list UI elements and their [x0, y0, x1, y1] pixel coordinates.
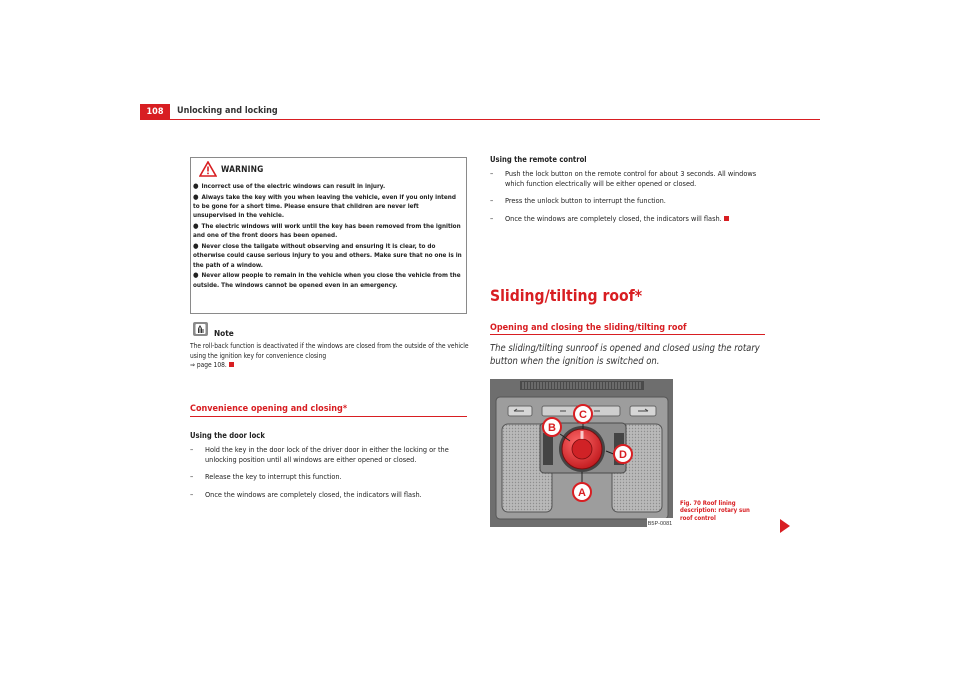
- bullet-icon: ●: [193, 222, 199, 230]
- remote-control-steps: [490, 169, 772, 231]
- warning-item: ● Never close the tailgate without observing and ensuring it is clear, to do otherwise could cause serious injury to you and others. Make sure that no one is in the path of a window.: [193, 242, 462, 269]
- list-item: – Release the key to interrupt this function.: [190, 472, 342, 482]
- note-icon: [192, 321, 209, 337]
- warning-item: ● Never allow people to remain in the vehicle when you close the vehicle from the outside. The windows cannot be opened even in an emergency.: [193, 271, 461, 289]
- warning-item: ● The electric windows will work until the key has been removed from the ignition and one of the front doors has been opened.: [193, 222, 461, 240]
- warning-item: ● Incorrect use of the electric windows can result in injury.: [193, 182, 386, 190]
- label-a: A: [578, 487, 586, 499]
- note-text: The roll-back function is deactivated if the windows are closed from the outside of the vehicle using the ignition key for convenience closing ⇒ page 108.: [190, 342, 469, 370]
- end-marker: [724, 216, 729, 221]
- warning-list: [193, 182, 464, 291]
- header-divider: [140, 119, 820, 120]
- list-item: – Push the lock button on the remote control for about 3 seconds. All windows which function electrically will be either opened or closed.: [490, 169, 757, 189]
- next-page-arrow-icon: [780, 519, 790, 533]
- bullet-icon: ●: [193, 182, 199, 190]
- end-marker: [229, 362, 234, 367]
- page-reference[interactable]: ⇒ page 108.: [190, 361, 227, 370]
- section-heading-sunroof: Opening and closing the sliding/tilting roof: [490, 323, 687, 333]
- section-heading-convenience: Convenience opening and closing*: [190, 404, 348, 414]
- page-number: 108: [140, 104, 170, 120]
- warning-item: ● Always take the key with you when leaving the vehicle, even if you only intend to be gone for a short time. Please ensure that children are never left unsupervised in the vehicle.: [193, 192, 456, 220]
- label-d: D: [619, 449, 627, 461]
- list-item: – Hold the key in the door lock of the driver door in either the locking or the unlocking position until all windows are either opened or closed.: [190, 445, 449, 465]
- section-divider: [490, 334, 765, 335]
- warning-box: [190, 157, 467, 314]
- warning-title: WARNING: [221, 164, 264, 174]
- note-title: Note: [214, 328, 234, 338]
- vent-grille: [520, 381, 644, 390]
- intro-text: The sliding/tilting sunroof is opened and closed using the rotary button when the ignition is switched on.: [490, 343, 760, 367]
- remote-control-title: Using the remote control: [490, 155, 587, 164]
- figure-code: B5P-0081: [647, 521, 673, 527]
- door-lock-steps: [190, 445, 465, 507]
- chapter-title: Unlocking and locking: [177, 106, 278, 116]
- warning-header: [191, 158, 466, 178]
- roof-control-illustration: [490, 379, 673, 527]
- bullet-icon: ●: [193, 192, 199, 201]
- roof-lining-figure: [490, 379, 673, 527]
- bullet-icon: ●: [193, 242, 199, 250]
- main-heading-sunroof: Sliding/tilting roof*: [490, 287, 643, 305]
- figure-caption: Fig. 70 Roof lining description: rotary sun roof control: [680, 500, 750, 522]
- bullet-icon: ●: [193, 271, 199, 280]
- label-b: B: [548, 422, 556, 434]
- list-item: – Once the windows are completely closed, the indicators will flash.: [490, 214, 772, 224]
- door-lock-title: Using the door lock: [190, 431, 265, 440]
- list-item: – Once the windows are completely closed, the indicators will flash.: [190, 489, 422, 499]
- rotary-knob: [559, 426, 605, 472]
- list-item: – Press the unlock button to interrupt the function.: [490, 196, 666, 206]
- warning-triangle-icon: [199, 161, 217, 177]
- section-divider: [190, 416, 467, 417]
- label-c: C: [579, 409, 587, 421]
